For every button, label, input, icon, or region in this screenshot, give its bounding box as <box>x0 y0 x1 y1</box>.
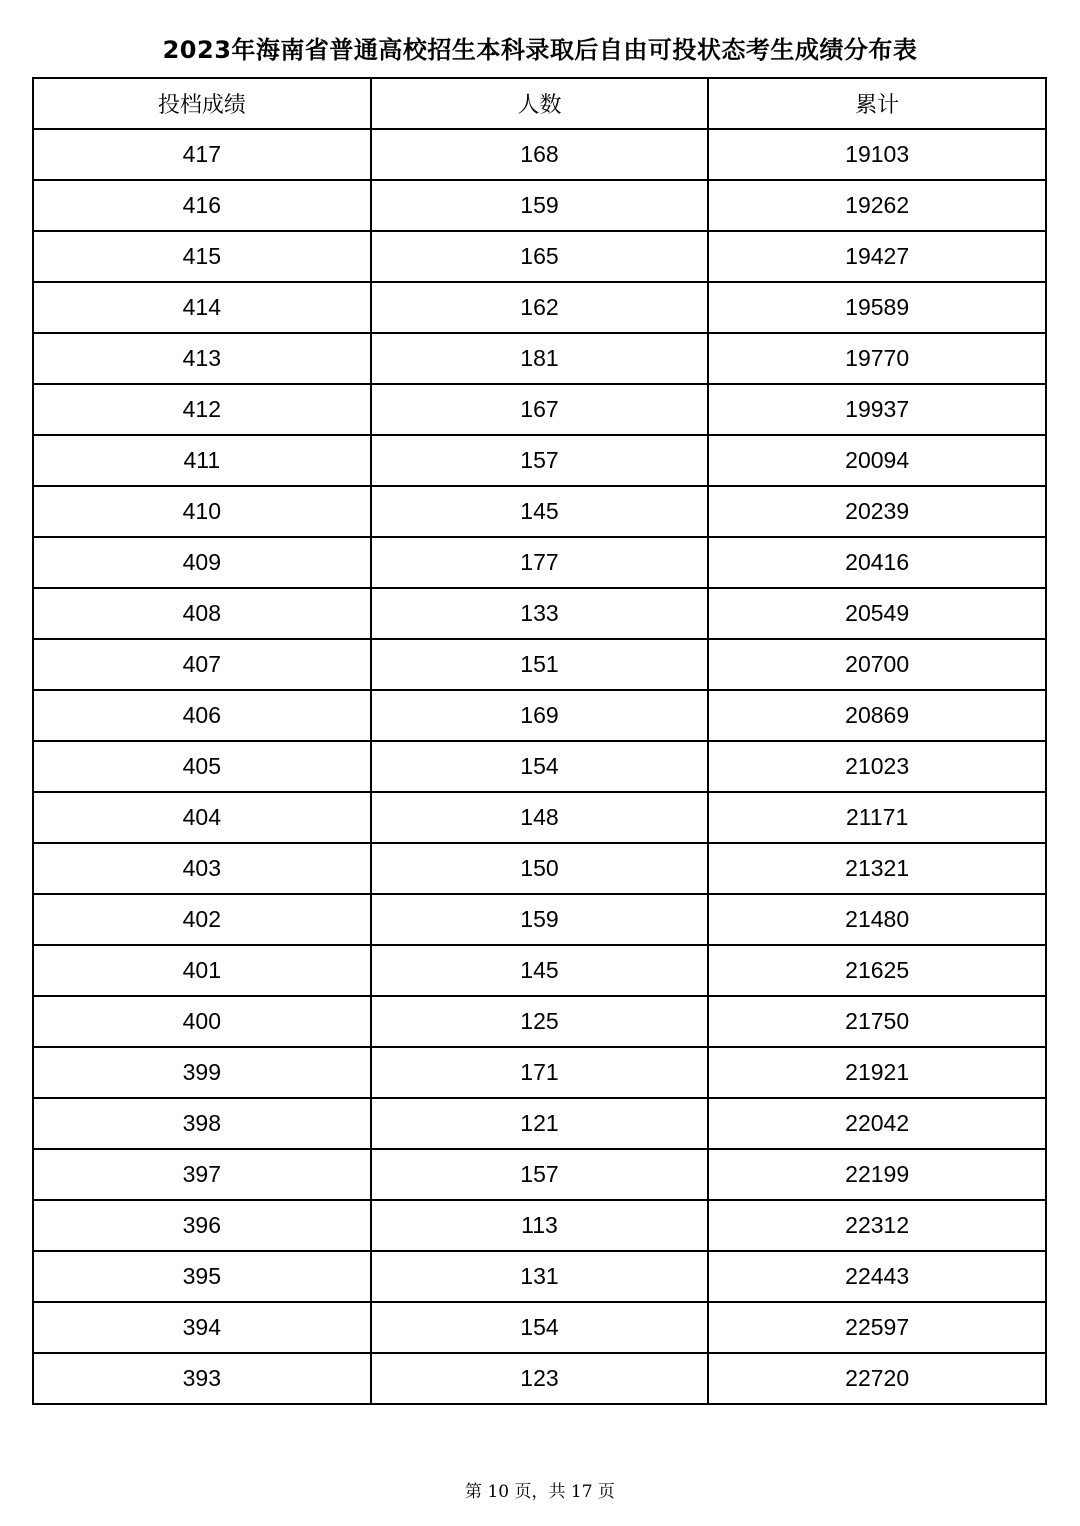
cell-count: 159 <box>371 894 709 945</box>
table-row <box>33 1302 1046 1353</box>
cell-score: 399 <box>33 1047 371 1098</box>
cell-score: 411 <box>33 435 371 486</box>
cell-score: 395 <box>33 1251 371 1302</box>
cell-count: 177 <box>371 537 709 588</box>
column-header-cumulative: 累计 <box>708 78 1046 129</box>
cell-score: 405 <box>33 741 371 792</box>
table-row <box>33 1149 1046 1200</box>
table-header-row <box>33 78 1046 129</box>
cell-cumulative: 20869 <box>708 690 1046 741</box>
table-row <box>33 537 1046 588</box>
cell-count: 169 <box>371 690 709 741</box>
table-row <box>33 1200 1046 1251</box>
cell-count: 157 <box>371 435 709 486</box>
cell-score: 404 <box>33 792 371 843</box>
cell-cumulative: 20700 <box>708 639 1046 690</box>
cell-count: 131 <box>371 1251 709 1302</box>
table-row <box>33 792 1046 843</box>
table-row <box>33 1353 1046 1404</box>
cell-score: 393 <box>33 1353 371 1404</box>
table-row <box>33 894 1046 945</box>
cell-score: 408 <box>33 588 371 639</box>
table-row <box>33 129 1046 180</box>
cell-score: 400 <box>33 996 371 1047</box>
cell-score: 414 <box>33 282 371 333</box>
table-row <box>33 384 1046 435</box>
cell-count: 150 <box>371 843 709 894</box>
table-row <box>33 843 1046 894</box>
cell-cumulative: 19770 <box>708 333 1046 384</box>
cell-count: 154 <box>371 741 709 792</box>
cell-score: 398 <box>33 1098 371 1149</box>
table-row <box>33 1047 1046 1098</box>
cell-count: 165 <box>371 231 709 282</box>
cell-score: 394 <box>33 1302 371 1353</box>
page-number-footer: 第 10 页，共 17 页 <box>465 1482 615 1502</box>
cell-cumulative: 20416 <box>708 537 1046 588</box>
cell-count: 168 <box>371 129 709 180</box>
cell-cumulative: 20549 <box>708 588 1046 639</box>
table-row <box>33 180 1046 231</box>
cell-score: 417 <box>33 129 371 180</box>
table-row <box>33 588 1046 639</box>
cell-cumulative: 21321 <box>708 843 1046 894</box>
cell-cumulative: 19589 <box>708 282 1046 333</box>
table-row <box>33 639 1046 690</box>
cell-cumulative: 19103 <box>708 129 1046 180</box>
cell-cumulative: 20239 <box>708 486 1046 537</box>
table-row <box>33 231 1046 282</box>
cell-cumulative: 21023 <box>708 741 1046 792</box>
cell-cumulative: 19427 <box>708 231 1046 282</box>
cell-count: 171 <box>371 1047 709 1098</box>
cell-count: 148 <box>371 792 709 843</box>
score-distribution-table <box>32 77 1047 1405</box>
table-row <box>33 996 1046 1047</box>
cell-cumulative: 22443 <box>708 1251 1046 1302</box>
cell-count: 145 <box>371 945 709 996</box>
cell-cumulative: 21750 <box>708 996 1046 1047</box>
cell-count: 167 <box>371 384 709 435</box>
cell-cumulative: 21171 <box>708 792 1046 843</box>
cell-count: 113 <box>371 1200 709 1251</box>
table-row <box>33 1251 1046 1302</box>
cell-count: 145 <box>371 486 709 537</box>
cell-score: 406 <box>33 690 371 741</box>
cell-cumulative: 19262 <box>708 180 1046 231</box>
cell-cumulative: 19937 <box>708 384 1046 435</box>
cell-score: 407 <box>33 639 371 690</box>
cell-score: 412 <box>33 384 371 435</box>
cell-count: 133 <box>371 588 709 639</box>
cell-score: 415 <box>33 231 371 282</box>
cell-score: 401 <box>33 945 371 996</box>
cell-cumulative: 22042 <box>708 1098 1046 1149</box>
cell-count: 159 <box>371 180 709 231</box>
cell-cumulative: 20094 <box>708 435 1046 486</box>
cell-count: 157 <box>371 1149 709 1200</box>
cell-cumulative: 22720 <box>708 1353 1046 1404</box>
table-row <box>33 741 1046 792</box>
cell-score: 416 <box>33 180 371 231</box>
cell-count: 121 <box>371 1098 709 1149</box>
cell-score: 397 <box>33 1149 371 1200</box>
cell-count: 162 <box>371 282 709 333</box>
table-row <box>33 945 1046 996</box>
cell-score: 396 <box>33 1200 371 1251</box>
table-row <box>33 435 1046 486</box>
column-header-count: 人数 <box>371 78 709 129</box>
cell-count: 125 <box>371 996 709 1047</box>
cell-count: 154 <box>371 1302 709 1353</box>
cell-score: 413 <box>33 333 371 384</box>
cell-score: 409 <box>33 537 371 588</box>
cell-score: 402 <box>33 894 371 945</box>
table-body <box>33 129 1046 1404</box>
cell-score: 403 <box>33 843 371 894</box>
cell-cumulative: 21921 <box>708 1047 1046 1098</box>
page-title: 2023年海南省普通高校招生本科录取后自由可投状态考生成绩分布表 <box>162 36 918 64</box>
table-row <box>33 1098 1046 1149</box>
cell-count: 151 <box>371 639 709 690</box>
cell-cumulative: 21480 <box>708 894 1046 945</box>
table-row <box>33 690 1046 741</box>
table-row <box>33 282 1046 333</box>
cell-cumulative: 21625 <box>708 945 1046 996</box>
column-header-score: 投档成绩 <box>33 78 371 129</box>
cell-cumulative: 22597 <box>708 1302 1046 1353</box>
cell-cumulative: 22312 <box>708 1200 1046 1251</box>
table-row <box>33 333 1046 384</box>
cell-count: 181 <box>371 333 709 384</box>
cell-score: 410 <box>33 486 371 537</box>
cell-count: 123 <box>371 1353 709 1404</box>
table-row <box>33 486 1046 537</box>
cell-cumulative: 22199 <box>708 1149 1046 1200</box>
